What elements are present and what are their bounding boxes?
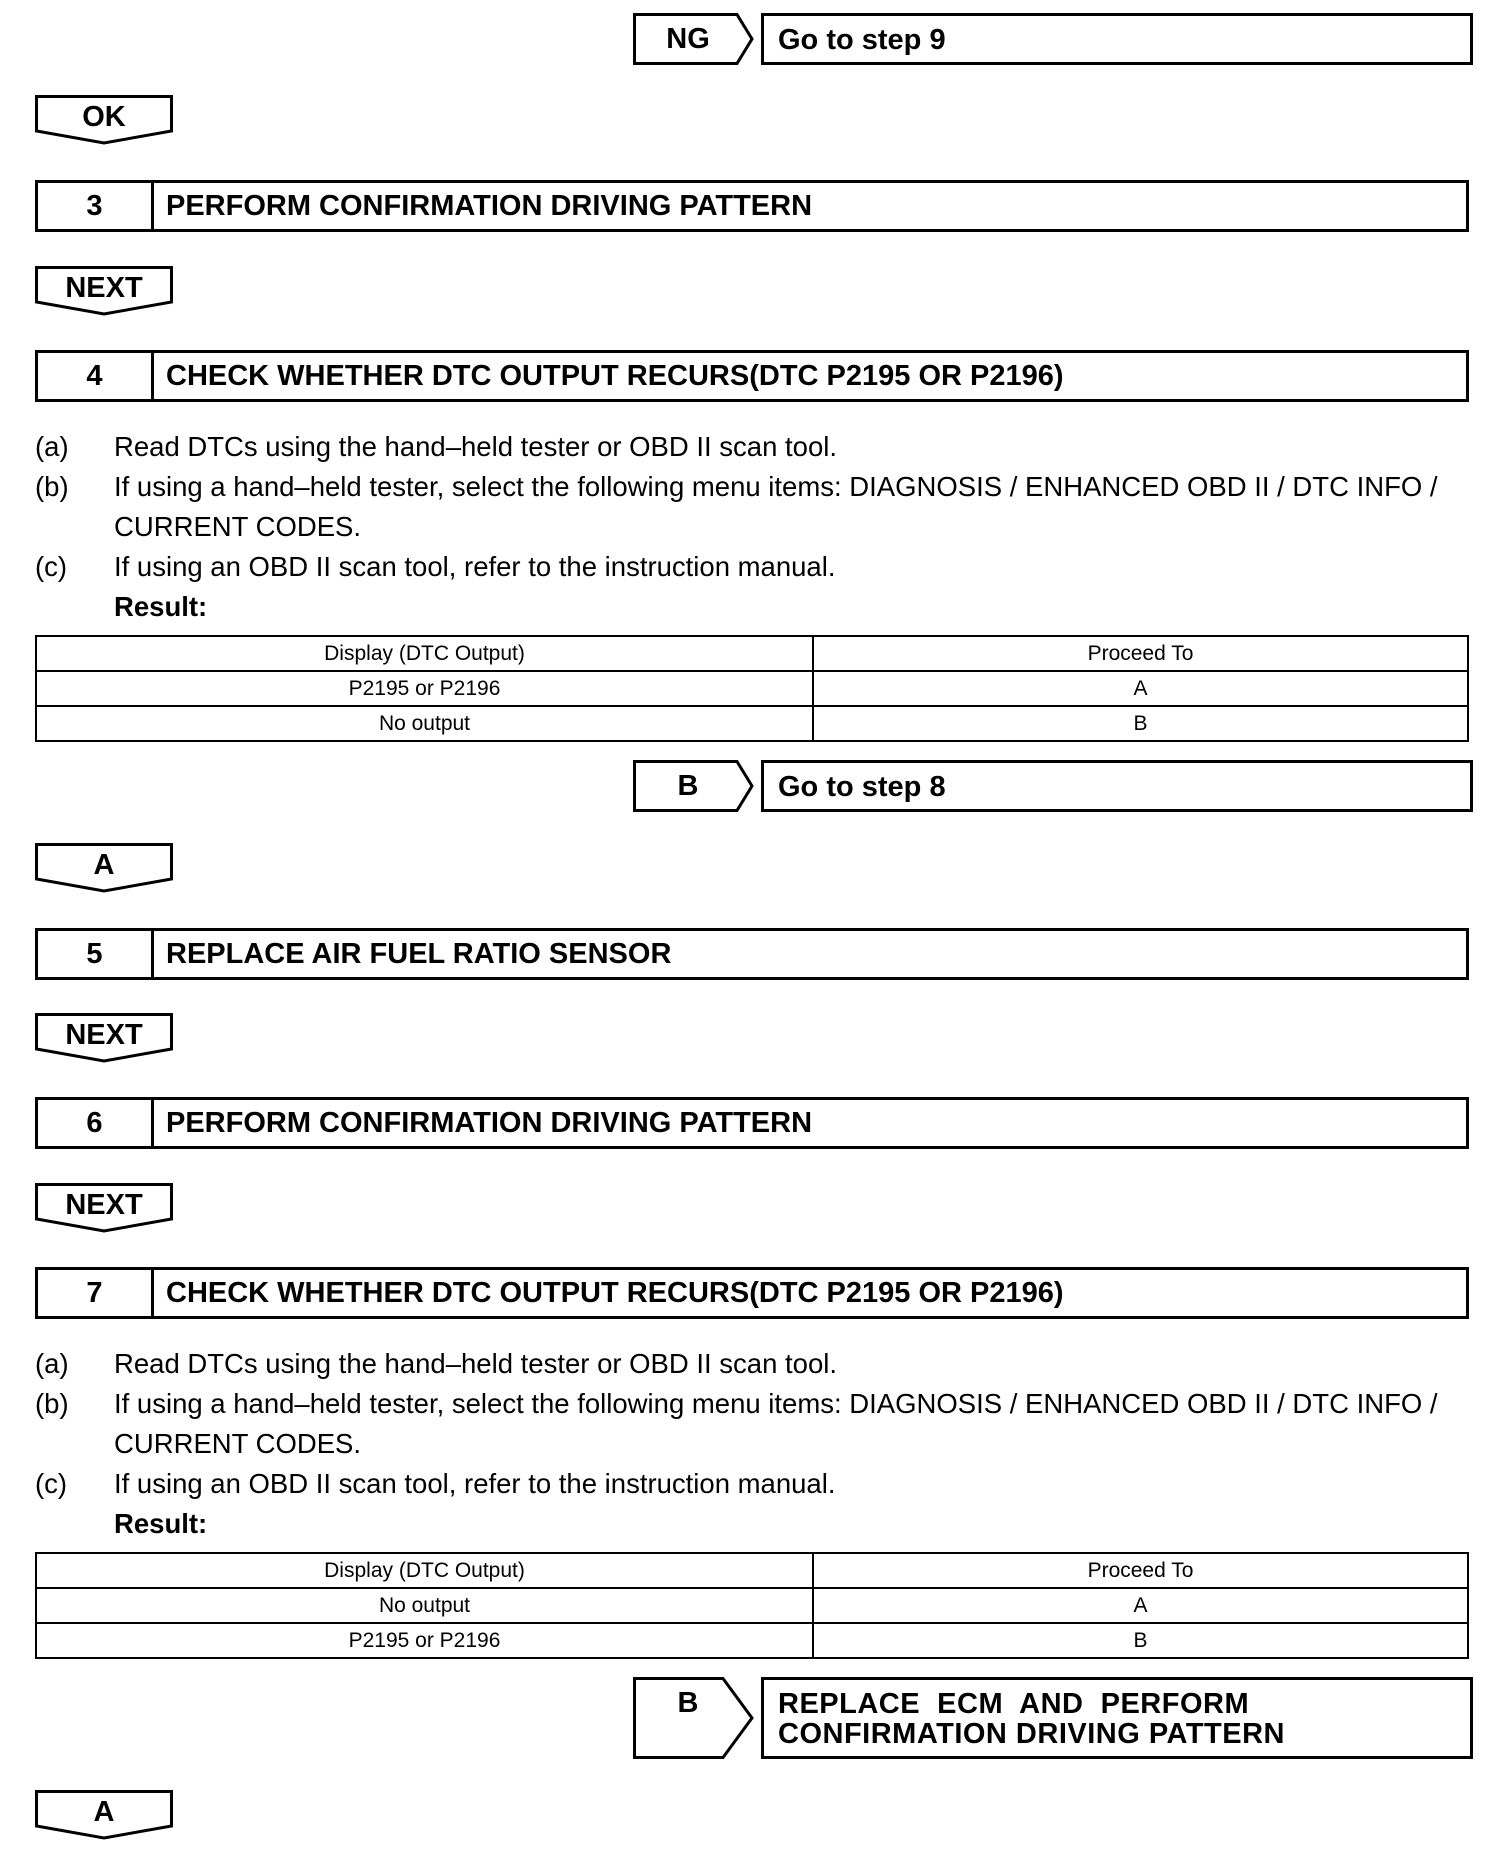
- flow-tag-ok: [35, 95, 173, 147]
- step-header-3: [35, 180, 1469, 232]
- item-marker: (a): [35, 1348, 69, 1379]
- table-cell: A: [813, 671, 1468, 706]
- table-cell: P2195 or P2196: [36, 671, 813, 706]
- result-table-4: [35, 635, 1469, 742]
- step-instructions-4: [35, 427, 1480, 627]
- table-cell: A: [813, 1588, 1468, 1623]
- step-header-4: [35, 350, 1469, 402]
- flow-tag-label: A: [93, 1796, 115, 1828]
- step-header-6: [35, 1097, 1469, 1149]
- branch-target: Go to step 9: [761, 13, 1473, 65]
- table-header-cell: Display (DTC Output): [36, 636, 813, 671]
- step-number: 4: [38, 353, 154, 399]
- item-marker: (c): [35, 1468, 68, 1499]
- branch-target-line: CONFIRMATION DRIVING PATTERN: [778, 1718, 1285, 1750]
- step-title: CHECK WHETHER DTC OUTPUT RECURS(DTC P2195 OR P2196): [166, 360, 1064, 392]
- item-text: Read DTCs using the hand–held tester or OBD II scan tool.: [114, 1348, 838, 1379]
- result-label: Result:: [114, 591, 208, 622]
- flow-tag-a: [35, 1790, 173, 1842]
- instruction-item: [35, 547, 1480, 587]
- branch-label: B: [677, 770, 699, 802]
- table-cell: No output: [36, 706, 813, 741]
- branch-label: B: [677, 1687, 699, 1719]
- step-header-5: [35, 928, 1469, 980]
- flow-tag-a: [35, 843, 173, 895]
- flow-tag-next: [35, 266, 173, 318]
- item-marker: (c): [35, 551, 68, 582]
- item-text: If using a hand–held tester, select the following menu items: DIAGNOSIS / ENHANCED OBD II / DTC INFO / CURRENT CODES.: [114, 1388, 1438, 1459]
- step-number: 5: [38, 931, 154, 977]
- step-instructions-7: [35, 1344, 1480, 1544]
- instruction-item: [35, 427, 1480, 467]
- step-number: 6: [38, 1100, 154, 1146]
- table-header-cell: Display (DTC Output): [36, 1553, 813, 1588]
- table-row: [36, 706, 1468, 741]
- table-cell: B: [813, 1623, 1468, 1658]
- branch-target: [761, 1677, 1473, 1759]
- flow-tag-label: A: [93, 849, 115, 881]
- step-header-7: [35, 1267, 1469, 1319]
- flow-tag-label: NEXT: [65, 1019, 143, 1051]
- flow-tag-next: [35, 1183, 173, 1235]
- step-title: PERFORM CONFIRMATION DRIVING PATTERN: [166, 190, 813, 222]
- item-text: Read DTCs using the hand–held tester or OBD II scan tool.: [114, 431, 838, 462]
- item-text: If using an OBD II scan tool, refer to the instruction manual.: [114, 551, 836, 582]
- table-header-cell: Proceed To: [813, 636, 1468, 671]
- step-title: REPLACE AIR FUEL RATIO SENSOR: [166, 938, 672, 970]
- branch-ng: [633, 13, 1473, 65]
- step-number: 7: [38, 1270, 154, 1316]
- table-row: [36, 1623, 1468, 1658]
- flow-tag-next: [35, 1013, 173, 1065]
- instruction-item: [35, 1384, 1480, 1464]
- branch-b: [633, 760, 1473, 812]
- branch-target: Go to step 8: [761, 760, 1473, 812]
- item-text: If using a hand–held tester, select the following menu items: DIAGNOSIS / ENHANCED OBD II / DTC INFO / CURRENT CODES.: [114, 471, 1438, 542]
- step-number: 3: [38, 183, 154, 229]
- item-marker: (b): [35, 471, 69, 502]
- result-label: Result:: [114, 1508, 208, 1539]
- table-header-cell: Proceed To: [813, 1553, 1468, 1588]
- branch-b-replace-ecm: [633, 1677, 1473, 1759]
- instruction-item: [35, 1344, 1480, 1384]
- item-marker: (a): [35, 431, 69, 462]
- table-cell: No output: [36, 1588, 813, 1623]
- table-cell: B: [813, 706, 1468, 741]
- table-header-row: [36, 1553, 1468, 1588]
- instruction-item: [35, 1464, 1480, 1504]
- branch-label: NG: [666, 23, 710, 55]
- table-row: [36, 671, 1468, 706]
- step-title: CHECK WHETHER DTC OUTPUT RECURS(DTC P2195 OR P2196): [166, 1277, 1064, 1309]
- item-text: If using an OBD II scan tool, refer to the instruction manual.: [114, 1468, 836, 1499]
- instruction-item: [35, 467, 1480, 547]
- step-title: PERFORM CONFIRMATION DRIVING PATTERN: [166, 1107, 813, 1139]
- flow-tag-label: NEXT: [65, 1189, 143, 1221]
- flow-tag-label: OK: [82, 101, 126, 133]
- table-cell: P2195 or P2196: [36, 1623, 813, 1658]
- branch-target-line: REPLACE ECM AND PERFORM: [778, 1688, 1250, 1720]
- table-header-row: [36, 636, 1468, 671]
- result-table-7: [35, 1552, 1469, 1659]
- item-marker: (b): [35, 1388, 69, 1419]
- flow-tag-label: NEXT: [65, 272, 143, 304]
- table-row: [36, 1588, 1468, 1623]
